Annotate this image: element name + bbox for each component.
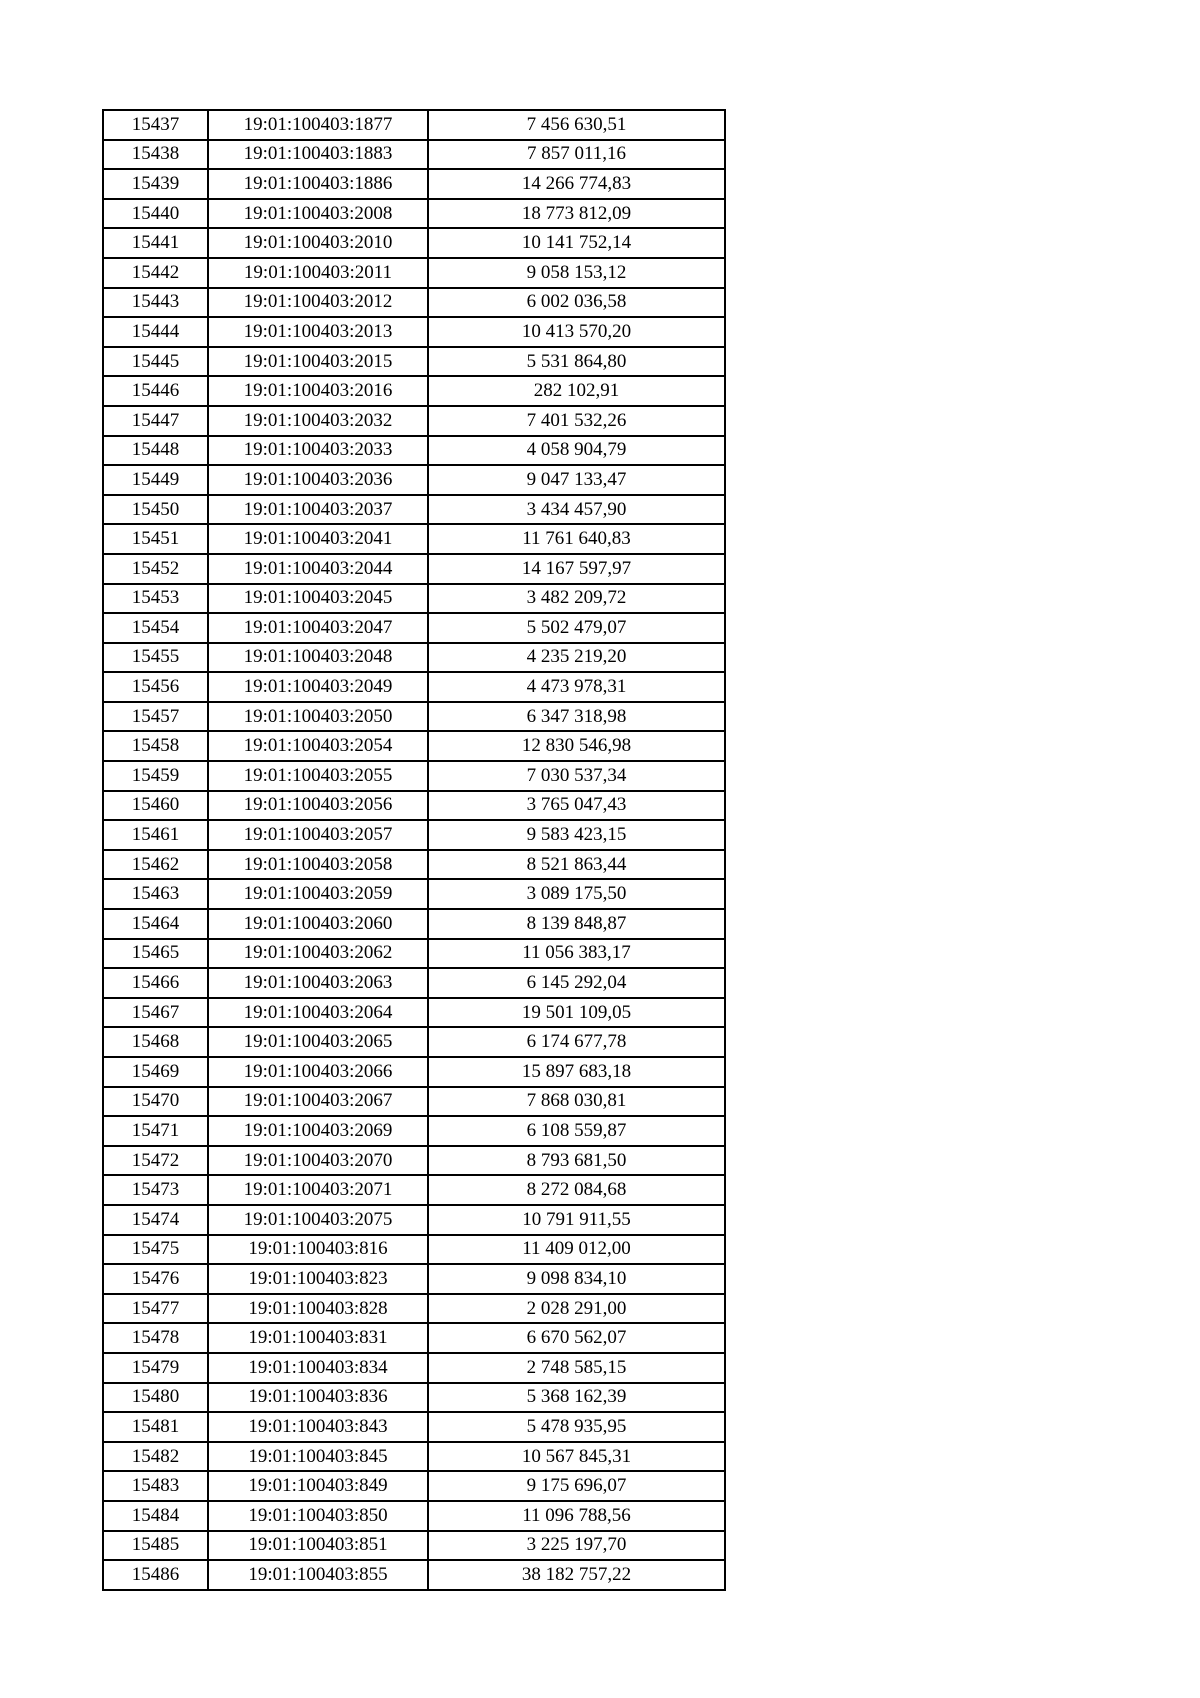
cadastral-value-cell: 282 102,91 [428, 376, 725, 406]
table-row [103, 1531, 725, 1561]
cadastral-number-cell: 19:01:100403:816 [208, 1235, 428, 1265]
cadastral-number-cell: 19:01:100403:2032 [208, 406, 428, 436]
cadastral-value-cell: 8 139 848,87 [428, 909, 725, 939]
cadastral-number-cell: 19:01:100403:2060 [208, 909, 428, 939]
table-row [103, 1205, 725, 1235]
row-number-cell: 15457 [103, 702, 208, 732]
row-number-cell: 15443 [103, 288, 208, 318]
cadastral-number-cell: 19:01:100403:2071 [208, 1175, 428, 1205]
row-number-cell: 15476 [103, 1264, 208, 1294]
cadastral-number-cell: 19:01:100403:2067 [208, 1087, 428, 1117]
table-row [103, 199, 725, 229]
cadastral-number-cell: 19:01:100403:2054 [208, 731, 428, 761]
cadastral-number-cell: 19:01:100403:2037 [208, 495, 428, 525]
table-row [103, 968, 725, 998]
cadastral-number-cell: 19:01:100403:2050 [208, 702, 428, 732]
cadastral-number-cell: 19:01:100403:834 [208, 1353, 428, 1383]
cadastral-number-cell: 19:01:100403:831 [208, 1323, 428, 1353]
cadastral-value-cell: 5 478 935,95 [428, 1412, 725, 1442]
cadastral-number-cell: 19:01:100403:2008 [208, 199, 428, 229]
cadastral-value-cell: 7 401 532,26 [428, 406, 725, 436]
cadastral-value-cell: 3 225 197,70 [428, 1531, 725, 1561]
table-row [103, 376, 725, 406]
cadastral-number-cell: 19:01:100403:2064 [208, 998, 428, 1028]
cadastral-number-cell: 19:01:100403:1883 [208, 140, 428, 170]
cadastral-number-cell: 19:01:100403:2063 [208, 968, 428, 998]
table-row [103, 317, 725, 347]
cadastral-value-cell: 3 089 175,50 [428, 879, 725, 909]
row-number-cell: 15438 [103, 140, 208, 170]
cadastral-number-cell: 19:01:100403:845 [208, 1442, 428, 1472]
row-number-cell: 15439 [103, 169, 208, 199]
row-number-cell: 15445 [103, 347, 208, 377]
cadastral-value-cell: 10 141 752,14 [428, 228, 725, 258]
row-number-cell: 15450 [103, 495, 208, 525]
cadastral-value-cell: 18 773 812,09 [428, 199, 725, 229]
cadastral-number-cell: 19:01:100403:2055 [208, 761, 428, 791]
cadastral-value-cell: 11 761 640,83 [428, 524, 725, 554]
row-number-cell: 15467 [103, 998, 208, 1028]
table-row [103, 1412, 725, 1442]
cadastral-number-cell: 19:01:100403:2065 [208, 1027, 428, 1057]
cadastral-value-cell: 3 482 209,72 [428, 584, 725, 614]
cadastral-value-cell: 9 175 696,07 [428, 1471, 725, 1501]
cadastral-value-table [102, 109, 726, 1591]
cadastral-number-cell: 19:01:100403:2048 [208, 643, 428, 673]
cadastral-value-cell: 19 501 109,05 [428, 998, 725, 1028]
table-row [103, 1560, 725, 1590]
table-row [103, 1235, 725, 1265]
table-row [103, 406, 725, 436]
row-number-cell: 15448 [103, 436, 208, 466]
cadastral-value-cell: 9 583 423,15 [428, 820, 725, 850]
cadastral-value-cell: 6 002 036,58 [428, 288, 725, 318]
table-row [103, 1383, 725, 1413]
row-number-cell: 15440 [103, 199, 208, 229]
cadastral-value-cell: 10 567 845,31 [428, 1442, 725, 1472]
cadastral-number-cell: 19:01:100403:2070 [208, 1146, 428, 1176]
row-number-cell: 15455 [103, 643, 208, 673]
cadastral-value-cell: 10 791 911,55 [428, 1205, 725, 1235]
cadastral-number-cell: 19:01:100403:2041 [208, 524, 428, 554]
table-row [103, 702, 725, 732]
cadastral-number-cell: 19:01:100403:1877 [208, 110, 428, 140]
cadastral-value-cell: 12 830 546,98 [428, 731, 725, 761]
cadastral-number-cell: 19:01:100403:850 [208, 1501, 428, 1531]
cadastral-value-cell: 2 028 291,00 [428, 1294, 725, 1324]
cadastral-number-cell: 19:01:100403:843 [208, 1412, 428, 1442]
cadastral-value-cell: 5 368 162,39 [428, 1383, 725, 1413]
row-number-cell: 15447 [103, 406, 208, 436]
cadastral-value-cell: 6 108 559,87 [428, 1116, 725, 1146]
table-row [103, 1027, 725, 1057]
cadastral-value-cell: 14 167 597,97 [428, 554, 725, 584]
row-number-cell: 15449 [103, 465, 208, 495]
cadastral-number-cell: 19:01:100403:2062 [208, 939, 428, 969]
cadastral-number-cell: 19:01:100403:2013 [208, 317, 428, 347]
cadastral-value-cell: 9 098 834,10 [428, 1264, 725, 1294]
cadastral-number-cell: 19:01:100403:2059 [208, 879, 428, 909]
cadastral-value-cell: 3 765 047,43 [428, 791, 725, 821]
cadastral-value-cell: 4 235 219,20 [428, 643, 725, 673]
row-number-cell: 15454 [103, 613, 208, 643]
table-row [103, 1087, 725, 1117]
table-row [103, 584, 725, 614]
table-row [103, 761, 725, 791]
cadastral-number-cell: 19:01:100403:2016 [208, 376, 428, 406]
cadastral-value-cell: 8 521 863,44 [428, 850, 725, 880]
cadastral-number-cell: 19:01:100403:1886 [208, 169, 428, 199]
cadastral-number-cell: 19:01:100403:2047 [208, 613, 428, 643]
cadastral-number-cell: 19:01:100403:2044 [208, 554, 428, 584]
row-number-cell: 15475 [103, 1235, 208, 1265]
row-number-cell: 15441 [103, 228, 208, 258]
cadastral-value-cell: 4 473 978,31 [428, 672, 725, 702]
row-number-cell: 15464 [103, 909, 208, 939]
row-number-cell: 15484 [103, 1501, 208, 1531]
table-row [103, 1146, 725, 1176]
table-row [103, 998, 725, 1028]
table-row [103, 436, 725, 466]
row-number-cell: 15486 [103, 1560, 208, 1590]
table-row [103, 613, 725, 643]
cadastral-value-cell: 38 182 757,22 [428, 1560, 725, 1590]
cadastral-number-cell: 19:01:100403:836 [208, 1383, 428, 1413]
row-number-cell: 15471 [103, 1116, 208, 1146]
table-row [103, 347, 725, 377]
cadastral-number-cell: 19:01:100403:2057 [208, 820, 428, 850]
cadastral-number-cell: 19:01:100403:828 [208, 1294, 428, 1324]
row-number-cell: 15437 [103, 110, 208, 140]
table-row [103, 258, 725, 288]
cadastral-value-cell: 8 272 084,68 [428, 1175, 725, 1205]
cadastral-number-cell: 19:01:100403:855 [208, 1560, 428, 1590]
table-row [103, 1501, 725, 1531]
cadastral-number-cell: 19:01:100403:2075 [208, 1205, 428, 1235]
cadastral-number-cell: 19:01:100403:851 [208, 1531, 428, 1561]
table-row [103, 1057, 725, 1087]
cadastral-value-cell: 7 857 011,16 [428, 140, 725, 170]
cadastral-value-cell: 6 347 318,98 [428, 702, 725, 732]
row-number-cell: 15459 [103, 761, 208, 791]
row-number-cell: 15477 [103, 1294, 208, 1324]
cadastral-value-cell: 7 030 537,34 [428, 761, 725, 791]
table-row [103, 110, 725, 140]
table-row [103, 169, 725, 199]
table-row [103, 909, 725, 939]
table-row [103, 1353, 725, 1383]
row-number-cell: 15462 [103, 850, 208, 880]
table-row [103, 228, 725, 258]
table-row [103, 1442, 725, 1472]
row-number-cell: 15472 [103, 1146, 208, 1176]
cadastral-number-cell: 19:01:100403:2049 [208, 672, 428, 702]
table-row [103, 288, 725, 318]
table-row [103, 524, 725, 554]
row-number-cell: 15460 [103, 791, 208, 821]
row-number-cell: 15452 [103, 554, 208, 584]
table-row [103, 140, 725, 170]
cadastral-value-cell: 11 096 788,56 [428, 1501, 725, 1531]
cadastral-number-cell: 19:01:100403:2012 [208, 288, 428, 318]
row-number-cell: 15465 [103, 939, 208, 969]
cadastral-value-cell: 9 058 153,12 [428, 258, 725, 288]
cadastral-value-cell: 11 056 383,17 [428, 939, 725, 969]
cadastral-value-cell: 10 413 570,20 [428, 317, 725, 347]
cadastral-value-cell: 14 266 774,83 [428, 169, 725, 199]
cadastral-number-cell: 19:01:100403:2058 [208, 850, 428, 880]
table-row [103, 1294, 725, 1324]
row-number-cell: 15483 [103, 1471, 208, 1501]
row-number-cell: 15480 [103, 1383, 208, 1413]
cadastral-value-cell: 15 897 683,18 [428, 1057, 725, 1087]
table-row [103, 879, 725, 909]
table-row [103, 672, 725, 702]
cadastral-value-cell: 5 531 864,80 [428, 347, 725, 377]
table-row [103, 850, 725, 880]
cadastral-value-cell: 7 456 630,51 [428, 110, 725, 140]
table-row [103, 820, 725, 850]
cadastral-value-cell: 6 145 292,04 [428, 968, 725, 998]
cadastral-number-cell: 19:01:100403:2036 [208, 465, 428, 495]
row-number-cell: 15482 [103, 1442, 208, 1472]
cadastral-number-cell: 19:01:100403:2033 [208, 436, 428, 466]
cadastral-value-cell: 2 748 585,15 [428, 1353, 725, 1383]
table-row [103, 1264, 725, 1294]
row-number-cell: 15468 [103, 1027, 208, 1057]
table-row [103, 1471, 725, 1501]
table-row [103, 939, 725, 969]
cadastral-number-cell: 19:01:100403:2056 [208, 791, 428, 821]
table-row [103, 643, 725, 673]
row-number-cell: 15470 [103, 1087, 208, 1117]
row-number-cell: 15461 [103, 820, 208, 850]
cadastral-number-cell: 19:01:100403:2045 [208, 584, 428, 614]
table-row [103, 731, 725, 761]
cadastral-number-cell: 19:01:100403:2066 [208, 1057, 428, 1087]
cadastral-value-cell: 6 670 562,07 [428, 1323, 725, 1353]
row-number-cell: 15474 [103, 1205, 208, 1235]
row-number-cell: 15451 [103, 524, 208, 554]
row-number-cell: 15481 [103, 1412, 208, 1442]
cadastral-value-cell: 5 502 479,07 [428, 613, 725, 643]
cadastral-value-cell: 6 174 677,78 [428, 1027, 725, 1057]
table-row [103, 495, 725, 525]
row-number-cell: 15485 [103, 1531, 208, 1561]
table-row [103, 465, 725, 495]
row-number-cell: 15478 [103, 1323, 208, 1353]
table-row [103, 554, 725, 584]
table-row [103, 1175, 725, 1205]
cadastral-number-cell: 19:01:100403:2010 [208, 228, 428, 258]
row-number-cell: 15456 [103, 672, 208, 702]
row-number-cell: 15469 [103, 1057, 208, 1087]
row-number-cell: 15446 [103, 376, 208, 406]
cadastral-value-cell: 11 409 012,00 [428, 1235, 725, 1265]
row-number-cell: 15473 [103, 1175, 208, 1205]
cadastral-number-cell: 19:01:100403:849 [208, 1471, 428, 1501]
table-row [103, 1116, 725, 1146]
table-body [103, 110, 725, 1590]
cadastral-value-cell: 3 434 457,90 [428, 495, 725, 525]
table-row [103, 791, 725, 821]
cadastral-value-cell: 7 868 030,81 [428, 1087, 725, 1117]
row-number-cell: 15466 [103, 968, 208, 998]
table-row [103, 1323, 725, 1353]
row-number-cell: 15479 [103, 1353, 208, 1383]
row-number-cell: 15453 [103, 584, 208, 614]
row-number-cell: 15442 [103, 258, 208, 288]
cadastral-value-cell: 9 047 133,47 [428, 465, 725, 495]
cadastral-number-cell: 19:01:100403:2069 [208, 1116, 428, 1146]
row-number-cell: 15444 [103, 317, 208, 347]
cadastral-number-cell: 19:01:100403:2011 [208, 258, 428, 288]
row-number-cell: 15463 [103, 879, 208, 909]
row-number-cell: 15458 [103, 731, 208, 761]
cadastral-number-cell: 19:01:100403:2015 [208, 347, 428, 377]
cadastral-value-cell: 4 058 904,79 [428, 436, 725, 466]
cadastral-value-cell: 8 793 681,50 [428, 1146, 725, 1176]
cadastral-number-cell: 19:01:100403:823 [208, 1264, 428, 1294]
